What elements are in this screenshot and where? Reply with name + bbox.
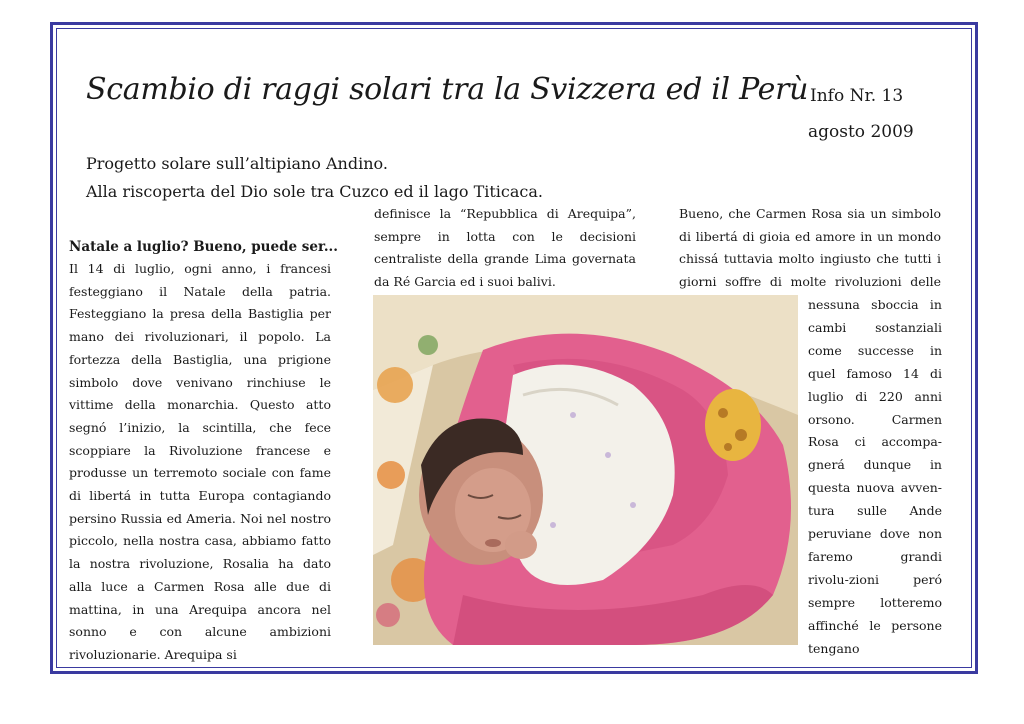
article-left-column [69,236,338,667]
subtitle-line-1: Progetto solare sull’altipiano Andino. [86,154,388,173]
project-subtitle [86,150,543,206]
article-middle-column: definisce la “Repubblica di Arequipa”, sempre in lotta con le decisioni centraliste della grande Lima governata da Ré Garcia ed i suoi balivi. [374,206,636,290]
sleeping-baby-photo [373,295,798,645]
article-heading: Natale a luglio? Bueno, puede ser... [69,239,338,255]
article-right-column: Bueno, che Carmen Rosa sia un simbolo di libertá di gioia ed amore in un mondo chissá tuttavia molto ingiusto che tutti i giorni soffre di molte rivoluzioni delle [679,206,941,290]
article-right-narrow-column: nessuna sboccia in cambi sostanziali come successe in quel famoso 14 di luglio di 220 anni orsono. Carmen Rosa ci accompa-gnerá dunque in questa nuova avven-tura sulle Ande peruviane dove non faremo grandi rivolu-zioni peró sempre lotteremo affinché le persone tengano [808,297,942,656]
issue-number: Info Nr. 13 [810,86,904,106]
issue-date: agosto 2009 [808,122,914,142]
subtitle-line-2: Alla riscoperta del Dio sole tra Cuzco ed il lago Titicaca. [86,182,544,201]
article-left-text: Il 14 di luglio, ogni anno, i francesi festeggiano il Natale della patria. Festeggiano la presa della Bastiglia per mano dei rivoluzionari, il popolo. La fortezza della Bastiglia, una prigione simbolo dove venivano rinchiuse le vittime della monarchia. Questo atto segnó l’inizio, la scintilla, che fece scoppiare la Rivoluzione francese e produsse un terremoto sociale con fame di libertá in tutta Europa contagiando persino Russia ed Ameria. Noi nel nostro piccolo, nella nostra casa, abbiamo fatto la nostra rivoluzione, Rosalia ha dato alla luce a Carmen Rosa alle due di mattina, in una Arequipa ancora nel sonno e con alcune ambizioni rivoluzionarie. Arequipa si [69,261,331,662]
newsletter-title: Scambio di raggi solari tra la Svizzera ed il Perù [86,72,809,107]
